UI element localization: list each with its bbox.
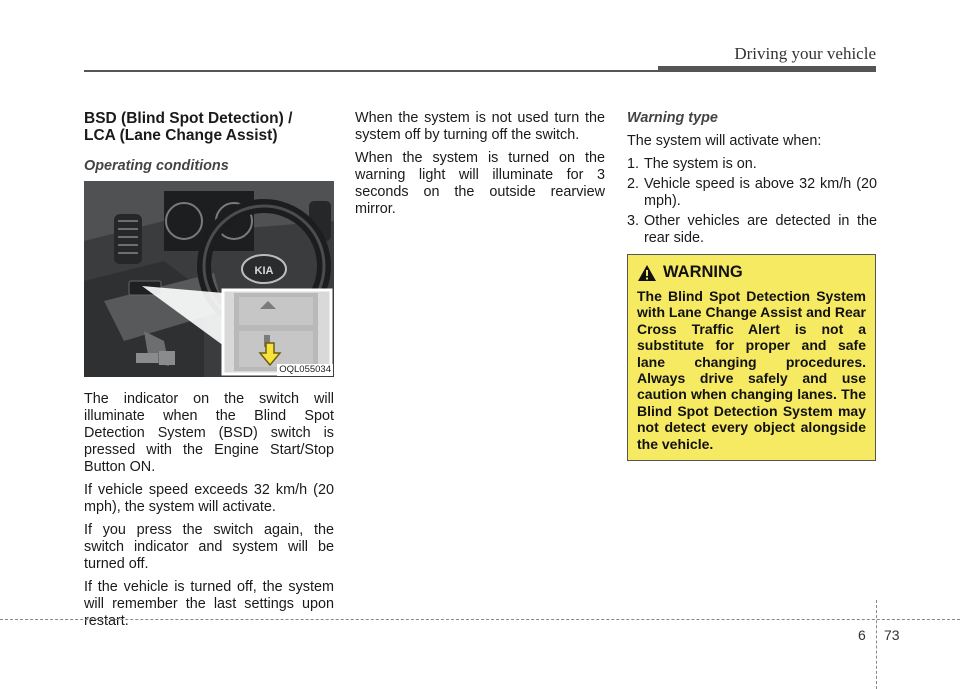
list-item-text: Vehicle speed is above 32 km/h (20 mph).: [644, 176, 877, 209]
page-number: 73: [884, 627, 900, 643]
paragraph: The indicator on the switch will illuminate when the Blind Spot Detection System (BSD) switch is pressed with the Engine Start/Stop Button ON.: [84, 391, 334, 475]
section-title: Driving your vehicle: [734, 44, 876, 63]
column-1: [84, 110, 334, 636]
paragraph: When the system is not used turn the system off by turning off the switch.: [355, 110, 605, 143]
section-heading: [84, 110, 334, 144]
list-item: [627, 213, 877, 247]
warning-title-row: [637, 263, 866, 282]
footer-divider: [876, 600, 877, 689]
operating-conditions-heading: Operating conditions: [84, 158, 229, 174]
list-item: [627, 176, 877, 210]
warning-type-heading: Warning type: [627, 110, 718, 126]
list-item-number: 3.: [627, 213, 640, 229]
section-heading-line1: BSD (Blind Spot Detection) /: [84, 110, 293, 127]
column-3: [627, 110, 877, 250]
list-item: [627, 156, 877, 173]
warning-triangle-icon: [637, 264, 657, 282]
paragraph: When the system is turned on the warning light will illuminate for 3 seconds on the outside rearview mirror.: [355, 150, 605, 217]
conditions-list: [627, 156, 877, 247]
warning-box: [627, 254, 876, 461]
paragraph: If you press the switch again, the switch indicator and system will be turned off.: [84, 522, 334, 572]
footer-rule: [0, 619, 960, 620]
svg-text:KIA: KIA: [254, 265, 274, 277]
warning-title: WARNING: [663, 263, 743, 281]
column-2: [355, 110, 605, 224]
list-item-text: The system is on.: [644, 156, 757, 172]
dashboard-switch-figure: [84, 181, 334, 377]
header-rule-accent: [658, 66, 876, 72]
list-item-number: 1.: [627, 156, 640, 172]
warning-text: The Blind Spot Detection System with Lane Change Assist and Rear Cross Traffic Alert is not a substitute for proper and safe lane changing procedures. Always drive safely and use caution when changing lanes. The Blind Spot Detection System may not detect every object alongside the vehicle.: [637, 288, 866, 452]
list-item-number: 2.: [627, 176, 640, 192]
figure-code: OQL055034: [279, 364, 331, 375]
list-item-text: Other vehicles are detected in the rear side.: [644, 213, 877, 246]
paragraph: If vehicle speed exceeds 32 km/h (20 mph), the system will activate.: [84, 482, 334, 515]
dashboard-illustration: [84, 181, 334, 377]
chapter-number: 6: [858, 627, 866, 643]
paragraph: If the vehicle is turned off, the system will remember the last settings upon restart.: [84, 579, 334, 629]
section-heading-line2: LCA (Lane Change Assist): [84, 127, 278, 144]
conditions-intro: The system will activate when:: [627, 133, 822, 149]
